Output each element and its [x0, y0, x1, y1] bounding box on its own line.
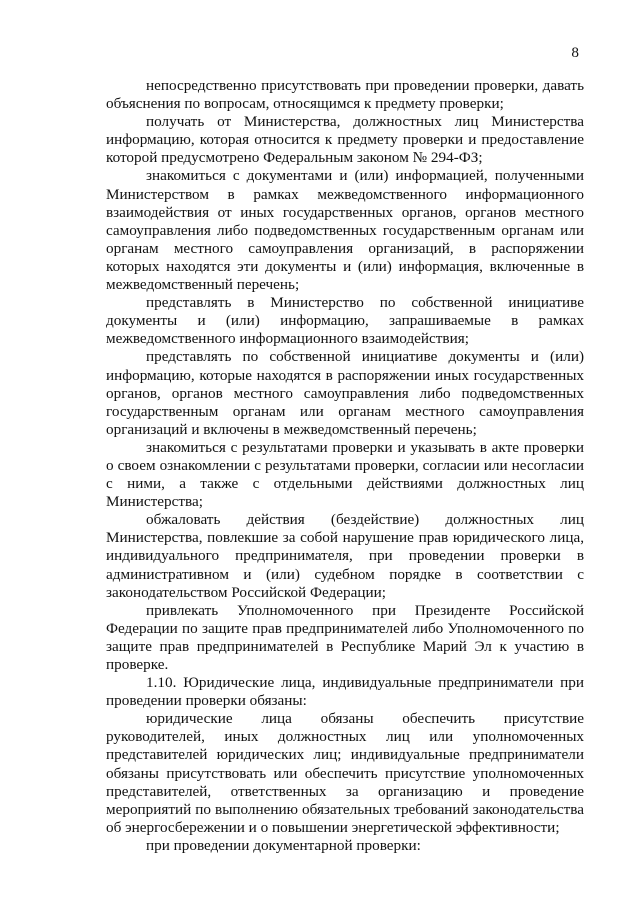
paragraph: при проведении документарной проверки:	[146, 836, 421, 854]
paragraph: получать от Министерства, должностных лиц Министерства информацию, которая относится к предмету проверки и предоставление которой предусмотрено Федеральным законом № 294-ФЗ;	[106, 113, 584, 167]
page-number: 8	[571, 44, 579, 61]
paragraph: юридические лица обязаны обеспечить присутствие руководителей, иных должностных лиц или уполномоченных представителей юридических лиц; индивидуальные предприниматели обязаны присутствовать или обеспечить присутствие уполномоченных представителей, ответственных за организацию и проведение мероприятий по выполнению обязательных требований законодательства об энергосбережении и о повышении энергетической эффективности;	[106, 710, 584, 836]
paragraph: привлекать Уполномоченного при Президенте Российской Федерации по защите прав предпринимателей либо Уполномоченного по защите прав предпринимателей в Республике Марий Эл к участию в проверке.	[106, 601, 584, 673]
paragraph: непосредственно присутствовать при проведении проверки, давать объяснения по вопросам, относящимся к предмету проверки;	[106, 77, 584, 113]
paragraph: представлять в Министерство по собственной инициативе документы и (или) информацию, запрашиваемые в рамках межведомственного информационного взаимодействия;	[106, 294, 584, 348]
paragraph: знакомиться с документами и (или) информацией, полученными Министерством в рамках межведомственного информационного взаимодействия от иных государственных органов, органов местного самоуправления либо подведомственных государственным органам или органам местного самоуправления организаций, в распоряжении которых находятся эти документы и (или) информация, включенные в межведомственный перечень;	[106, 167, 584, 294]
paragraph: представлять по собственной инициативе документы и (или) информацию, которые находятся в распоряжении иных государственных органов, органов местного самоуправления либо подведомственных государственным органам или органам местного самоуправления организаций и включены в межведомственный перечень;	[106, 348, 584, 438]
paragraph: знакомиться с результатами проверки и указывать в акте проверки о своем ознакомлении с результатами проверки, согласии или несогласии с ними, а также с отдельными действиями должностных лиц Министерства;	[106, 438, 584, 511]
paragraph: обжаловать действия (бездействие) должностных лиц Министерства, повлекшие за собой нарушение прав юридического лица, индивидуального предпринимателя, при проведении проверки в административном и (или) судебном порядке в соответствии с законодательством Российской Федерации;	[106, 511, 584, 601]
document-body	[106, 77, 584, 855]
section-heading-paragraph: 1.10. Юридические лица, индивидуальные предприниматели при проведении проверки обязаны:	[106, 674, 584, 710]
